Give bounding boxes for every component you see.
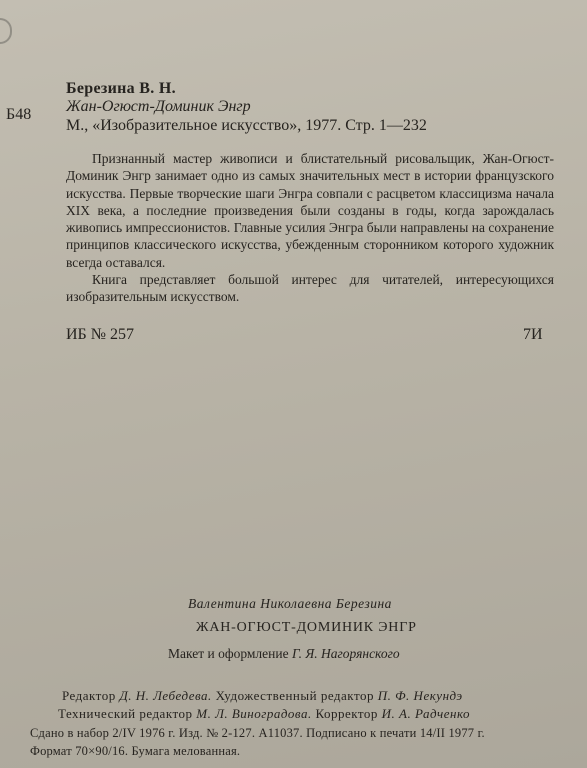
art-editor-name: П. Ф. Некундэ (377, 688, 463, 703)
technical-editor-line (58, 706, 470, 722)
classification-code: Б48 (6, 106, 32, 123)
layout-label: Макет и оформление (168, 646, 289, 661)
format-info-line: Формат 70×90/16. Бумага мелованная. (30, 744, 241, 758)
author-full-name: Валентина Николаевна Березина (188, 596, 392, 611)
title-uppercase: ЖАН-ОГЮСТ-ДОМИНИК ЭНГР (196, 620, 417, 635)
art-editor-label: Художественный редактор (215, 688, 374, 703)
editor-label: Редактор (62, 688, 116, 703)
pen-mark (0, 18, 12, 44)
tech-editor-name: М. Л. Виноградова. (196, 706, 312, 721)
annotation-paragraph: Книга представляет большой интерес для читателей, интересующихся изобразительным искусством. (66, 272, 554, 305)
book-title: Жан-Огюст-Доминик Энгр (66, 98, 251, 115)
publication-info: М., «Изобразительное искусство», 1977. Стр. 1—232 (66, 117, 427, 134)
annotation-paragraph: Признанный мастер живописи и блистательный рисовальщик, Жан-Огюст-Доминик Энгр занимает одно из самых значительных мест в истории французского искусства. Первые творческие шаги Энгра совпали с расцветом классицизма начала XIX века, а последние произведения были созданы в годы, когда зарождалась живопись импрессионистов. Главные усилия Энгра были направлены на сохранение принципов классического искусства, убежденным сторонником которого художник всегда оставался. (66, 151, 554, 270)
corrector-label: Корректор (315, 706, 378, 721)
ib-number: ИБ № 257 (66, 326, 135, 343)
editor-name: Д. Н. Лебедева. (119, 688, 212, 703)
layout-designer: Г. Я. Нагорянского (291, 646, 400, 661)
tech-editor-label: Технический редактор (58, 706, 193, 721)
editors-line (62, 688, 463, 704)
print-info-line: Сдано в набор 2/IV 1976 г. Изд. № 2-127. А11037. Подписано к печати 14/II 1977 г. (30, 726, 485, 740)
author-name: Березина В. Н. (66, 80, 176, 97)
annotation (66, 150, 554, 306)
index-code: 7И (523, 326, 543, 343)
corrector-name: И. А. Радченко (381, 706, 471, 721)
layout-credit (168, 646, 400, 662)
